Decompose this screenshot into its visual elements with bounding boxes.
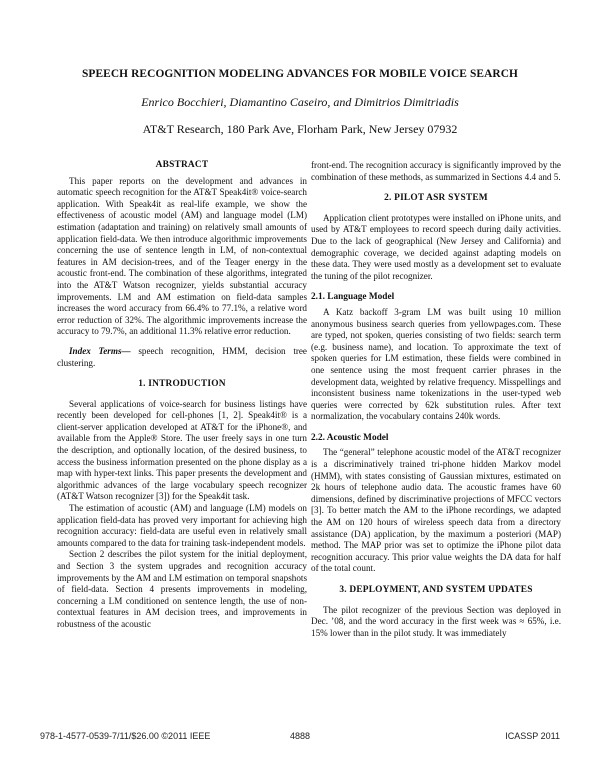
footer-conference: ICASSP 2011 [505,731,560,741]
intro-continuation: front-end. The recognition accuracy is significantly improved by the combination of these methods, as summarized in Sections 4.4 and 5. [311,160,561,182]
index-terms-label: Index Terms— [69,345,131,356]
am-paragraph: The “general” telephone acoustic model of the AT&T recognizer is a discriminatively trained tri-phone hidden Markov model (HMM), with states consisting of Gaussian mixtures, estimated on 2k hours of telephone audio data. The acoustic frames have 60 dimensions, defined by discriminative projections of MFCC vectors [3]. To better match the AM to the iPhone recordings, we adapted the AM on 120 hours of wireless speech data from a directory assistance (DA) application, by the maximum a posteriori (MAP) method. The MAP prior was set to optimize the iPhone pilot data recognition accuracy. This prior value weights the DA data for half of the total count. [311,447,561,574]
paper-title: SPEECH RECOGNITION MODELING ADVANCES FOR MOBILE VOICE SEARCH [81,68,519,80]
intro-heading: 1. INTRODUCTION [138,379,226,390]
index-terms [57,346,307,369]
index-terms-text: speech recognition, HMM, decision tree clustering. [57,345,307,368]
intro-paragraph-3: Section 2 describes the pilot system for the initial deployment, and Section 3 the system upgrades and recognition accuracy improvements by the AM and LM estimation on temporal snapshots of field-data. Section 4 presents improvements in modeling, concerning a LM conditioned on sentence length, the use of non-contextual features in AM decision trees, and improvements in robustness of the acoustic [57,549,307,629]
paper-affiliation: AT&T Research, 180 Park Ave, Florham Park, New Jersey 07932 [142,122,458,136]
footer-isbn: 978-1-4577-0539-7/11/$26.00 ©2011 IEEE [40,731,211,741]
abstract-heading: ABSTRACT [155,160,209,170]
lm-paragraph: A Katz backoff 3-gram LM was built using 10 million anonymous business search queries from yellowpages.com. These are typed, not spoken, queries consisting of two fields: search term (e.g. business name), and location. To approximate the text of spoken queries for LM estimation, these fields were combined in one sentence using the most frequent carrier phrases in the development data, weighted by relative frequency. Misspellings and inconsistent business name tokenizations in the user-typed web queries were corrected by 62k substitution rules. After text normalization, the vocabulary contains 240k words. [311,306,561,422]
pilot-paragraph: Application client prototypes were installed on iPhone units, and used by AT&T employees to record speech during daily activities. Due to the lack of geographical (New Jersey and California) and demographic coverage, we decided against adapting models on these data. They were used mostly as a development set to evaluate the tuning of the pilot recognizer. [311,212,561,281]
left-column [57,160,307,631]
right-column [311,160,561,639]
deploy-heading: 3. DEPLOYMENT, AND SYSTEM UPDATES [339,585,533,595]
intro-paragraph-1: Several applications of voice-search for business listings have recently been developed for cell-phones [1, 2]. Speak4it® is a client-server application developed at AT&T for the iPhone®, and available from the Apple® Store. The user freely says in one turn the description, and optionally location, of the desired business, to access the business information presented on the phone display as a map with hyper-text links. This paper presents the development and algorithmic advances of the large vocabulary speech recognizer (AT&T Watson recognizer [3]) for the Speak4it task. [57,398,307,502]
am-heading: 2.2. Acoustic Model [311,432,389,443]
pilot-heading: 2. PILOT ASR SYSTEM [384,193,488,204]
paper-authors: Enrico Bocchieri, Diamantino Caseiro, and Dimitrios Dimitriadis [141,95,459,109]
lm-heading: 2.1. Language Model [311,292,395,303]
intro-paragraph-2: The estimation of acoustic (AM) and language (LM) models on application field-data has proved very important for achieving high recognition accuracy: field-data are useful even in relatively small amounts compared to the data for training task-independent models. [57,503,307,548]
abstract-text: This paper reports on the development and advances in automatic speech recognition for the AT&T Speak4it® voice-search application. With Speak4it as real-life example, we show the effectiveness of acoustic model (AM) and language model (LM) estimation (adaptation and training) on relatively small amounts of application field-data. We then introduce algorithmic improvements concerning the use of sentence length in LM, of non-contextual features in AM decision-trees, and of the Teager energy in the acoustic front-end. The combination of these algorithms, integrated into the AT&T Watson recognizer, yields substantial accuracy improvements. LM and AM estimation on field-data samples increases the word accuracy from 66.4% to 77.1%, a relative word error reduction of 32%. The algorithmic improvements increase the accuracy to 79.7%, an additional 11.3% relative error reduction. [57,175,307,337]
footer-page-number: 4888 [289,731,311,741]
deploy-paragraph: The pilot recognizer of the previous Section was deployed in Dec. ’08, and the word accuracy in the first week was ≈ 65%, i.e. 15% lower than in the pilot study. It was immediately [311,604,561,638]
